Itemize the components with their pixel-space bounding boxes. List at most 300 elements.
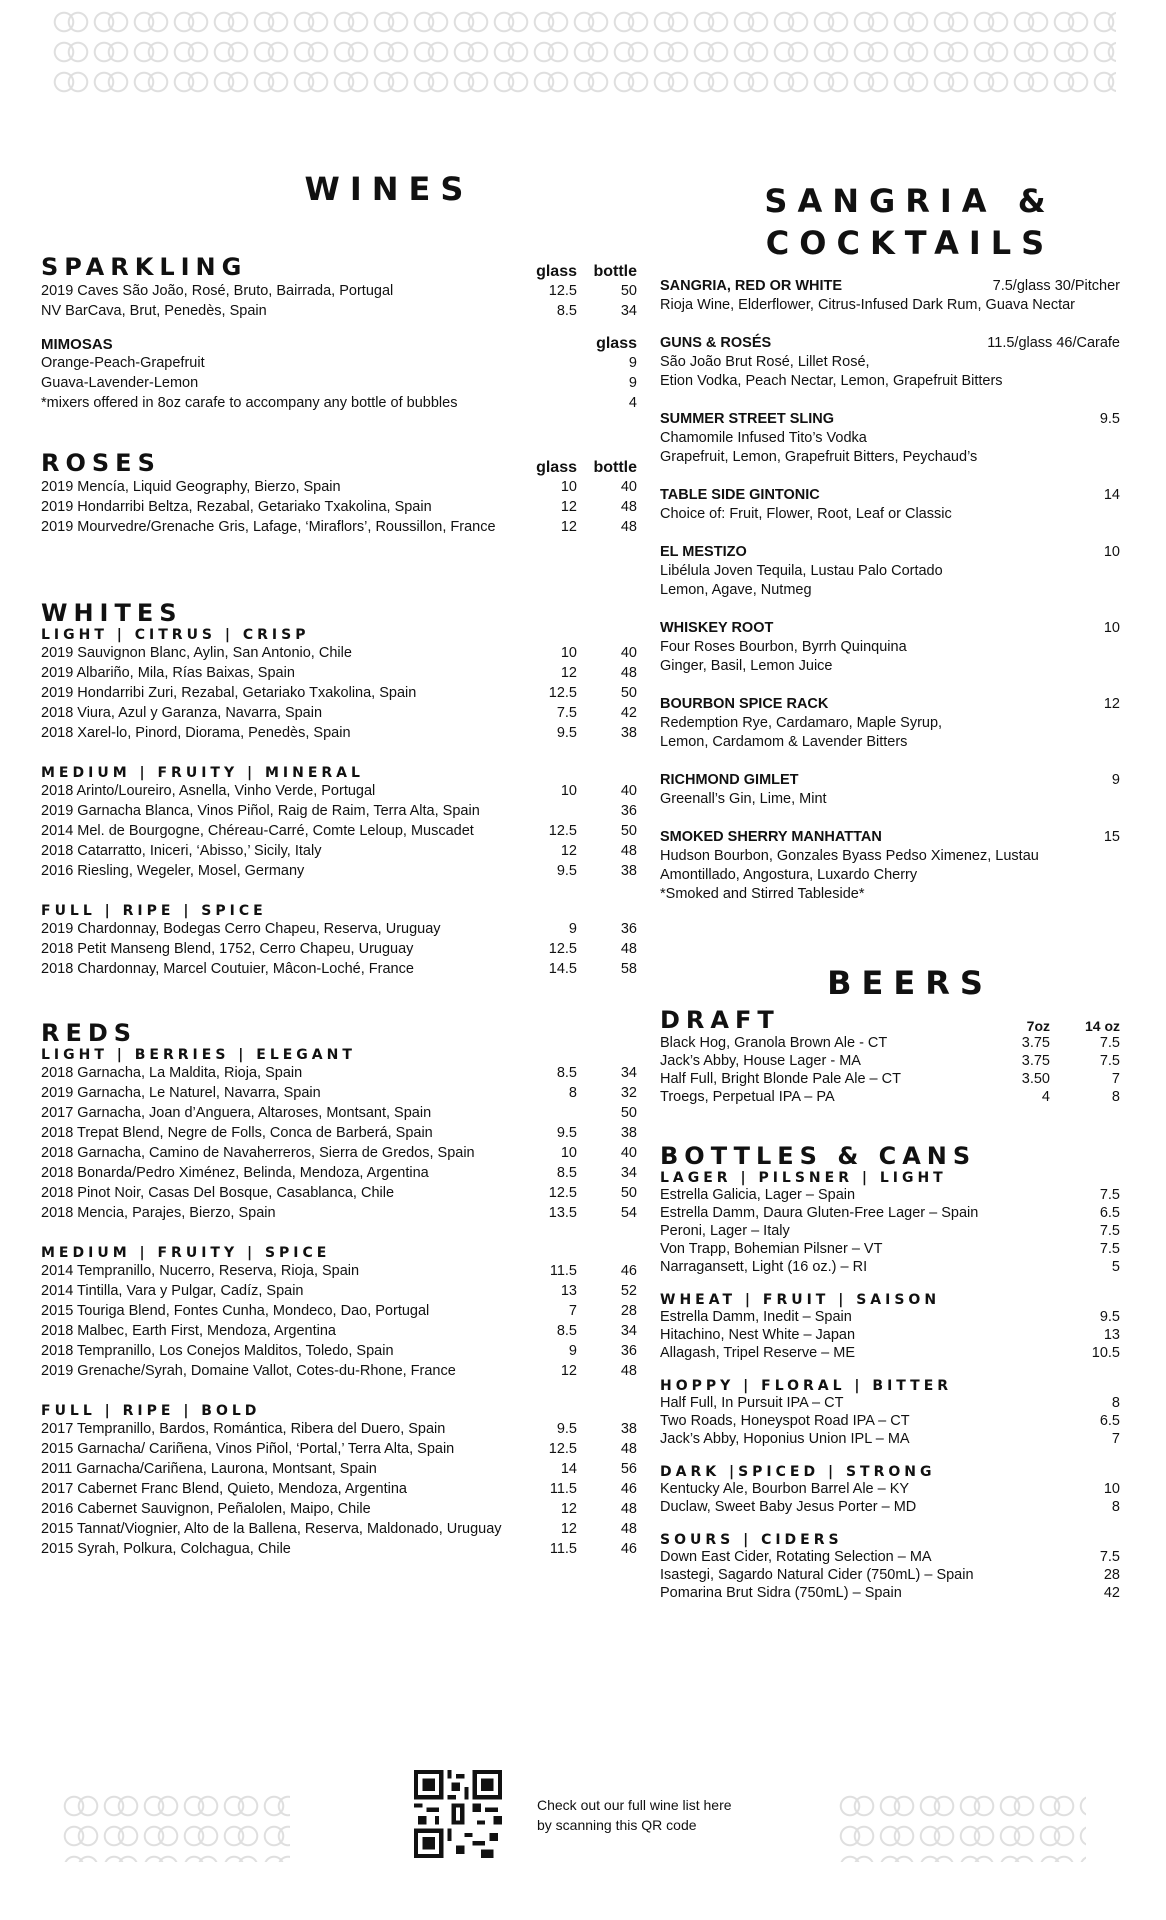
bottle-price: 36 bbox=[620, 1343, 637, 1359]
beer-name: Down East Cider, Rotating Selection – MA bbox=[660, 1549, 932, 1565]
glass-price: 12 bbox=[560, 1521, 577, 1537]
cocktail-ingredients: Chamomile Infused Tito’s Vodka bbox=[660, 430, 867, 446]
price-7oz: 4 bbox=[1041, 1089, 1050, 1105]
wine-name: NV BarCava, Brut, Penedès, Spain bbox=[41, 303, 267, 319]
wine-row bbox=[41, 1083, 637, 1103]
beer-price: 7.5 bbox=[1099, 1549, 1120, 1565]
cocktail-ingredients: Lemon, Cardamom & Lavender Bitters bbox=[660, 734, 908, 750]
glass-price: 10 bbox=[560, 783, 577, 799]
beer-price: 9.5 bbox=[1099, 1309, 1120, 1325]
beer-name: Pomarina Brut Sidra (750mL) – Spain bbox=[660, 1585, 902, 1601]
qr-caption-line-2: by scanning this QR code bbox=[537, 1817, 697, 1833]
wine-name: 2018 Garnacha, La Maldita, Rioja, Spain bbox=[41, 1065, 303, 1081]
bottle-price: 32 bbox=[620, 1085, 637, 1101]
wine-name: 2018 Trepat Blend, Negre de Folls, Conca de Barberá, Spain bbox=[41, 1125, 433, 1141]
bottle-row bbox=[660, 1430, 1120, 1448]
wine-name: 2017 Cabernet Franc Blend, Quieto, Mendoza, Argentina bbox=[41, 1481, 407, 1497]
beer-subsection-title: DARK |SPICED | STRONG bbox=[660, 1464, 936, 1480]
cocktail-price: 10 bbox=[1103, 620, 1120, 636]
cocktail-header bbox=[660, 542, 1120, 562]
wine-name: 2018 Chardonnay, Marcel Coutuier, Mâcon-Loché, France bbox=[41, 961, 414, 977]
cocktail-item bbox=[660, 485, 1120, 524]
price-14oz: 8 bbox=[1111, 1089, 1120, 1105]
bottle-price: 58 bbox=[620, 961, 637, 977]
bottles-title: BOTTLES & CANS bbox=[660, 1142, 977, 1170]
wine-name: 2015 Touriga Blend, Fontes Cunha, Mondeco, Dao, Portugal bbox=[41, 1303, 430, 1319]
wine-name: 2015 Tannat/Viognier, Alto de la Ballena, Reserva, Maldonado, Uruguay bbox=[41, 1521, 502, 1537]
beer-name: Estrella Galicia, Lager – Spain bbox=[660, 1187, 856, 1203]
bottle-price: 50 bbox=[620, 685, 637, 701]
beer-price: 13 bbox=[1103, 1327, 1120, 1343]
wine-row bbox=[41, 841, 637, 861]
bottle-price: 38 bbox=[620, 863, 637, 879]
cocktail-header bbox=[660, 694, 1120, 714]
cocktail-name: EL MESTIZO bbox=[660, 544, 747, 560]
bottle-price: 40 bbox=[620, 1145, 637, 1161]
glass-price: 10 bbox=[560, 645, 577, 661]
wine-name: 2014 Mel. de Bourgogne, Chéreau-Carré, Comte Leloup, Muscadet bbox=[41, 823, 474, 839]
cocktails-title-2: COCKTAILS bbox=[765, 224, 1055, 262]
reds-title: REDS bbox=[41, 1019, 138, 1047]
wine-row bbox=[41, 1341, 637, 1361]
cocktail-item bbox=[660, 409, 1120, 467]
glass-price: 10 bbox=[560, 1145, 577, 1161]
bottle-row bbox=[660, 1258, 1120, 1276]
bottles-header bbox=[660, 1142, 1120, 1170]
beer-price: 7.5 bbox=[1099, 1223, 1120, 1239]
glass-price: 12 bbox=[560, 843, 577, 859]
beer-name: Black Hog, Granola Brown Ale - CT bbox=[660, 1035, 888, 1051]
wine-row bbox=[41, 703, 637, 723]
glass-price: 13.5 bbox=[548, 1205, 577, 1221]
cocktail-price: 15 bbox=[1103, 829, 1120, 845]
glass-price: 8 bbox=[568, 1085, 577, 1101]
bottle-price: 46 bbox=[620, 1541, 637, 1557]
glass-price: 12.5 bbox=[548, 1441, 577, 1457]
wine-row bbox=[41, 1103, 637, 1123]
wine-row bbox=[41, 1203, 637, 1223]
wine-row bbox=[41, 1183, 637, 1203]
bottle-price: 36 bbox=[620, 921, 637, 937]
wine-row bbox=[41, 1123, 637, 1143]
wine-name: 2016 Cabernet Sauvignon, Peñalolen, Maipo, Chile bbox=[41, 1501, 371, 1517]
cocktail-header bbox=[660, 618, 1120, 638]
wine-name: 2019 Garnacha Blanca, Vinos Piñol, Raig de Raim, Terra Alta, Spain bbox=[41, 803, 480, 819]
sparkling-header bbox=[41, 253, 637, 281]
cocktail-ingredients: Four Roses Bourbon, Byrrh Quinquina bbox=[660, 639, 907, 655]
subsection-title: MEDIUM | FRUITY | SPICE bbox=[41, 1245, 331, 1261]
item-price: 9 bbox=[628, 355, 637, 371]
cocktail-ingredients: *Smoked and Stirred Tableside* bbox=[660, 886, 865, 902]
wine-name: 2019 Albariño, Mila, Rías Baixas, Spain bbox=[41, 665, 295, 681]
beer-name: Estrella Damm, Daura Gluten-Free Lager – Spain bbox=[660, 1205, 979, 1221]
bottle-price: 40 bbox=[620, 479, 637, 495]
beer-price: 7.5 bbox=[1099, 1241, 1120, 1257]
cocktail-ingredients: São João Brut Rosé, Lillet Rosé, bbox=[660, 354, 870, 370]
right-column bbox=[660, 170, 1120, 1602]
bottle-row bbox=[660, 1480, 1120, 1498]
wine-row bbox=[41, 1479, 637, 1499]
beer-name: Estrella Damm, Inedit – Spain bbox=[660, 1309, 852, 1325]
beers-title: BEERS bbox=[827, 964, 993, 1002]
beer-name: Isastegi, Sagardo Natural Cider (750mL) – Spain bbox=[660, 1567, 974, 1583]
beer-name: Two Roads, Honeyspot Road IPA – CT bbox=[660, 1413, 910, 1429]
sparkling-title: SPARKLING bbox=[41, 253, 248, 281]
beer-name: Half Full, Bright Blonde Pale Ale – CT bbox=[660, 1071, 901, 1087]
wine-name: 2011 Garnacha/Cariñena, Laurona, Montsant, Spain bbox=[41, 1461, 377, 1477]
mimosas-glass-header: glass bbox=[596, 335, 637, 352]
beer-price: 7.5 bbox=[1099, 1187, 1120, 1203]
price-7oz: 3.50 bbox=[1021, 1071, 1050, 1087]
bottle-price: 54 bbox=[620, 1205, 637, 1221]
beer-name: Half Full, In Pursuit IPA – CT bbox=[660, 1395, 844, 1411]
cocktail-header bbox=[660, 409, 1120, 429]
bottle-row bbox=[660, 1412, 1120, 1430]
wine-name: 2018 Tempranillo, Los Conejos Malditos, Toledo, Spain bbox=[41, 1343, 394, 1359]
beer-name: Peroni, Lager – Italy bbox=[660, 1223, 790, 1239]
glass-price: 11.5 bbox=[549, 1541, 577, 1557]
cocktail-item bbox=[660, 276, 1120, 315]
subsection-title: MEDIUM | FRUITY | MINERAL bbox=[41, 765, 364, 781]
wine-row bbox=[41, 281, 637, 301]
wine-name: 2014 Tintilla, Vara y Pulgar, Cadíz, Spain bbox=[41, 1283, 304, 1299]
beer-name: Narragansett, Light (16 oz.) – RI bbox=[660, 1259, 868, 1275]
glass-price: 12.5 bbox=[548, 941, 577, 957]
wine-row bbox=[41, 801, 637, 821]
cocktail-name: WHISKEY ROOT bbox=[660, 620, 774, 636]
bottle-price: 36 bbox=[620, 803, 637, 819]
wines-column bbox=[41, 170, 637, 1559]
wine-name: 2015 Garnacha/ Cariñena, Vinos Piñol, ‘Portal,’ Terra Alta, Spain bbox=[41, 1441, 455, 1457]
wine-row bbox=[41, 477, 637, 497]
glass-price: 14.5 bbox=[548, 961, 577, 977]
cocktail-item bbox=[660, 770, 1120, 809]
bottle-price: 50 bbox=[620, 283, 637, 299]
cocktail-price: 9.5 bbox=[1099, 411, 1120, 427]
price-row bbox=[41, 353, 637, 373]
cocktail-ingredients: Greenall’s Gin, Lime, Mint bbox=[660, 791, 827, 807]
glass-price: 9.5 bbox=[556, 725, 577, 741]
roses-bottle-header: bottle bbox=[593, 459, 637, 476]
bottle-price: 56 bbox=[620, 1461, 637, 1477]
price-row bbox=[41, 373, 637, 393]
glass-price: 8.5 bbox=[556, 1165, 577, 1181]
wine-row bbox=[41, 683, 637, 703]
cocktail-item bbox=[660, 618, 1120, 676]
wine-name: 2017 Garnacha, Joan d’Anguera, Altaroses, Montsant, Spain bbox=[41, 1105, 432, 1121]
glass-price: 12.5 bbox=[548, 1185, 577, 1201]
cocktail-item bbox=[660, 694, 1120, 752]
wine-name: 2019 Chardonnay, Bodegas Cerro Chapeu, Reserva, Uruguay bbox=[41, 921, 441, 937]
glass-price: 12.5 bbox=[548, 685, 577, 701]
whites-title: WHITES bbox=[41, 599, 183, 627]
glass-price: 7.5 bbox=[556, 705, 577, 721]
glass-price bbox=[527, 1103, 577, 1123]
draft-row bbox=[660, 1034, 1120, 1052]
wine-name: 2018 Arinto/Loureiro, Asnella, Vinho Verde, Portugal bbox=[41, 783, 376, 799]
bottle-price: 48 bbox=[620, 519, 637, 535]
wine-row bbox=[41, 723, 637, 743]
bottle-row bbox=[660, 1344, 1120, 1362]
bottle-row bbox=[660, 1222, 1120, 1240]
beer-name: Allagash, Tripel Reserve – ME bbox=[660, 1345, 856, 1361]
mimosas-title: MIMOSAS bbox=[41, 336, 113, 353]
draft-row bbox=[660, 1070, 1120, 1088]
wine-row bbox=[41, 1361, 637, 1381]
beer-subsection-title: LAGER | PILSNER | LIGHT bbox=[660, 1170, 947, 1186]
cocktail-price: 9 bbox=[1111, 772, 1120, 788]
wine-row bbox=[41, 919, 637, 939]
bottle-price: 48 bbox=[620, 941, 637, 957]
cocktail-price: 12 bbox=[1103, 696, 1120, 712]
beer-price: 10 bbox=[1103, 1481, 1120, 1497]
beer-price: 6.5 bbox=[1099, 1205, 1120, 1221]
glass-price: 12 bbox=[560, 1501, 577, 1517]
wine-row bbox=[41, 1261, 637, 1281]
bottom-right-knot-pattern bbox=[836, 1792, 1086, 1862]
wine-name: 2019 Hondarribi Zuri, Rezabal, Getariako Txakolina, Spain bbox=[41, 685, 417, 701]
wine-name: 2017 Tempranillo, Bardos, Romántica, Ribera del Duero, Spain bbox=[41, 1421, 446, 1437]
price-14oz: 7.5 bbox=[1099, 1035, 1120, 1051]
wine-name: 2018 Viura, Azul y Garanza, Navarra, Spain bbox=[41, 705, 323, 721]
bottle-price: 40 bbox=[620, 645, 637, 661]
glass-price: 9 bbox=[568, 1343, 577, 1359]
bottle-price: 38 bbox=[620, 1125, 637, 1141]
wine-row bbox=[41, 1321, 637, 1341]
wine-row bbox=[41, 1063, 637, 1083]
item-price: 9 bbox=[628, 375, 637, 391]
beer-price: 6.5 bbox=[1099, 1413, 1120, 1429]
wine-name: 2019 Caves São João, Rosé, Bruto, Bairrada, Portugal bbox=[41, 283, 394, 299]
glass-header: glass bbox=[536, 263, 577, 280]
bottle-row bbox=[660, 1186, 1120, 1204]
glass-price bbox=[527, 801, 577, 821]
cocktail-name: TABLE SIDE GINTONIC bbox=[660, 487, 820, 503]
bottle-price: 34 bbox=[620, 1065, 637, 1081]
wine-name: 2018 Pinot Noir, Casas Del Bosque, Casablanca, Chile bbox=[41, 1185, 395, 1201]
glass-price: 9.5 bbox=[556, 863, 577, 879]
bottle-row bbox=[660, 1548, 1120, 1566]
subsection-title: LIGHT | BERRIES | ELEGANT bbox=[41, 1047, 356, 1063]
glass-price: 12.5 bbox=[548, 823, 577, 839]
bottle-price: 34 bbox=[620, 303, 637, 319]
wine-row bbox=[41, 781, 637, 801]
glass-price: 12 bbox=[560, 665, 577, 681]
cocktail-header bbox=[660, 770, 1120, 790]
wine-name: 2018 Bonarda/Pedro Ximénez, Belinda, Mendoza, Argentina bbox=[41, 1165, 429, 1181]
wine-row bbox=[41, 821, 637, 841]
beer-price: 8 bbox=[1111, 1499, 1120, 1515]
bottle-price: 48 bbox=[620, 1363, 637, 1379]
cocktail-ingredients: Ginger, Basil, Lemon Juice bbox=[660, 658, 833, 674]
glass-price: 12 bbox=[560, 1363, 577, 1379]
reds-groups bbox=[41, 1047, 637, 1559]
cocktail-name: SUMMER STREET SLING bbox=[660, 411, 835, 427]
cocktail-ingredients: Redemption Rye, Cardamaro, Maple Syrup, bbox=[660, 715, 943, 731]
cocktail-ingredients: Libélula Joven Tequila, Lustau Palo Cortado bbox=[660, 563, 943, 579]
wine-row bbox=[41, 1301, 637, 1321]
qr-code-icon[interactable] bbox=[414, 1770, 502, 1858]
wine-name: 2018 Mencia, Parajes, Bierzo, Spain bbox=[41, 1205, 276, 1221]
wine-name: 2019 Garnacha, Le Naturel, Navarra, Spain bbox=[41, 1085, 321, 1101]
bottle-price: 48 bbox=[620, 1441, 637, 1457]
bottle-price: 34 bbox=[620, 1165, 637, 1181]
bottle-price: 48 bbox=[620, 499, 637, 515]
draft-14oz-header: 14 oz bbox=[1084, 1018, 1120, 1034]
beer-price: 42 bbox=[1103, 1585, 1120, 1601]
glass-price: 8.5 bbox=[556, 1065, 577, 1081]
beer-subsection-title: HOPPY | FLORAL | BITTER bbox=[660, 1378, 953, 1394]
mimosas-list bbox=[41, 353, 637, 413]
glass-price: 9.5 bbox=[556, 1421, 577, 1437]
bottle-header: bottle bbox=[593, 263, 637, 280]
draft-row bbox=[660, 1052, 1120, 1070]
wine-name: 2019 Hondarribi Beltza, Rezabal, Getariako Txakolina, Spain bbox=[41, 499, 432, 515]
wine-name: 2018 Garnacha, Camino de Navaherreros, Sierra de Gredos, Spain bbox=[41, 1145, 475, 1161]
cocktail-ingredients: Lemon, Agave, Nutmeg bbox=[660, 582, 812, 598]
wine-row bbox=[41, 1419, 637, 1439]
cocktail-ingredients: Etion Vodka, Peach Nectar, Lemon, Grapefruit Bitters bbox=[660, 373, 1003, 389]
wine-row bbox=[41, 959, 637, 979]
item-price: 4 bbox=[628, 395, 637, 411]
cocktail-header bbox=[660, 485, 1120, 505]
top-knot-pattern bbox=[50, 8, 1116, 100]
price-row bbox=[41, 393, 637, 413]
cocktail-ingredients: Rioja Wine, Elderflower, Citrus-Infused Dark Rum, Guava Nectar bbox=[660, 297, 1076, 313]
price-7oz: 3.75 bbox=[1021, 1053, 1050, 1069]
qr-caption bbox=[537, 1795, 732, 1835]
draft-header bbox=[660, 1006, 1120, 1034]
bottle-row bbox=[660, 1584, 1120, 1602]
cocktail-header bbox=[660, 827, 1120, 847]
wine-row bbox=[41, 517, 637, 537]
wine-name: 2016 Riesling, Wegeler, Mosel, Germany bbox=[41, 863, 305, 879]
wine-name: 2018 Catarratto, Iniceri, ‘Abisso,’ Sicily, Italy bbox=[41, 843, 322, 859]
wine-name: 2018 Malbec, Earth First, Mendoza, Argentina bbox=[41, 1323, 336, 1339]
draft-list bbox=[660, 1034, 1120, 1106]
bottle-price: 48 bbox=[620, 843, 637, 859]
beer-price: 28 bbox=[1103, 1567, 1120, 1583]
wine-row bbox=[41, 1499, 637, 1519]
glass-price: 12 bbox=[560, 499, 577, 515]
bottle-row bbox=[660, 1240, 1120, 1258]
whites-header bbox=[41, 599, 637, 627]
cocktail-price: 14 bbox=[1103, 487, 1120, 503]
cocktails-title-1: SANGRIA & bbox=[764, 182, 1056, 220]
price-14oz: 7.5 bbox=[1099, 1053, 1120, 1069]
bottle-price: 38 bbox=[620, 1421, 637, 1437]
wine-row bbox=[41, 939, 637, 959]
cocktail-header bbox=[660, 333, 1120, 353]
item-name: *mixers offered in 8oz carafe to accompany any bottle of bubbles bbox=[41, 395, 458, 411]
wine-row bbox=[41, 1163, 637, 1183]
beer-price: 8 bbox=[1111, 1395, 1120, 1411]
wine-name: 2018 Petit Manseng Blend, 1752, Cerro Chapeu, Uruguay bbox=[41, 941, 414, 957]
price-14oz: 7 bbox=[1111, 1071, 1120, 1087]
bottle-price: 40 bbox=[620, 783, 637, 799]
bottle-price: 48 bbox=[620, 1521, 637, 1537]
wine-name: 2015 Syrah, Polkura, Colchagua, Chile bbox=[41, 1541, 291, 1557]
roses-list bbox=[41, 477, 637, 537]
wine-row bbox=[41, 1143, 637, 1163]
wine-row bbox=[41, 301, 637, 321]
wine-name: 2019 Mourvedre/Grenache Gris, Lafage, ‘Miraflors’, Roussillon, France bbox=[41, 519, 496, 535]
cocktail-list bbox=[660, 276, 1120, 904]
wine-row bbox=[41, 1281, 637, 1301]
wine-row bbox=[41, 663, 637, 683]
glass-price: 14 bbox=[560, 1461, 577, 1477]
cocktail-header bbox=[660, 276, 1120, 296]
glass-price: 12.5 bbox=[548, 283, 577, 299]
cocktail-ingredients: Hudson Bourbon, Gonzales Byass Pedso Ximenez, Lustau bbox=[660, 848, 1039, 864]
glass-price: 13 bbox=[560, 1283, 577, 1299]
glass-price: 9 bbox=[568, 921, 577, 937]
wine-name: 2019 Sauvignon Blanc, Aylin, San Antonio, Chile bbox=[41, 645, 352, 661]
reds-header bbox=[41, 1019, 637, 1047]
beer-name: Hitachino, Nest White – Japan bbox=[660, 1327, 856, 1343]
cocktail-item bbox=[660, 827, 1120, 904]
cocktail-item bbox=[660, 542, 1120, 600]
glass-price: 12 bbox=[560, 519, 577, 535]
wine-row bbox=[41, 497, 637, 517]
bottle-price: 50 bbox=[620, 823, 637, 839]
glass-price: 8.5 bbox=[556, 1323, 577, 1339]
bottle-price: 42 bbox=[620, 705, 637, 721]
bottle-price: 28 bbox=[620, 1303, 637, 1319]
wine-row bbox=[41, 643, 637, 663]
cocktail-price: 11.5/glass 46/Carafe bbox=[987, 335, 1120, 351]
roses-header bbox=[41, 449, 637, 477]
bottle-row bbox=[660, 1204, 1120, 1222]
glass-price: 11.5 bbox=[549, 1481, 577, 1497]
bottle-price: 50 bbox=[620, 1105, 637, 1121]
bottle-price: 46 bbox=[620, 1481, 637, 1497]
cocktail-item bbox=[660, 333, 1120, 391]
cocktail-name: SMOKED SHERRY MANHATTAN bbox=[660, 829, 882, 845]
whites-groups bbox=[41, 627, 637, 979]
cocktail-ingredients: Choice of: Fruit, Flower, Root, Leaf or Classic bbox=[660, 506, 952, 522]
beer-price: 10.5 bbox=[1091, 1345, 1120, 1361]
wine-name: 2014 Tempranillo, Nucerro, Reserva, Rioja, Spain bbox=[41, 1263, 360, 1279]
item-name: Guava-Lavender-Lemon bbox=[41, 375, 199, 391]
sparkling-list bbox=[41, 281, 637, 321]
wine-row bbox=[41, 1439, 637, 1459]
beer-name: Jack’s Abby, Hoponius Union IPL – MA bbox=[660, 1431, 910, 1447]
draft-title: DRAFT bbox=[660, 1006, 780, 1034]
wine-name: 2018 Xarel-lo, Pinord, Diorama, Penedès, Spain bbox=[41, 725, 351, 741]
beer-name: Kentucky Ale, Bourbon Barrel Ale – KY bbox=[660, 1481, 910, 1497]
cocktail-name: BOURBON SPICE RACK bbox=[660, 696, 829, 712]
item-name: Orange-Peach-Grapefruit bbox=[41, 355, 205, 371]
bottle-price: 34 bbox=[620, 1323, 637, 1339]
price-7oz: 3.75 bbox=[1021, 1035, 1050, 1051]
glass-price: 9.5 bbox=[556, 1125, 577, 1141]
bottle-row bbox=[660, 1566, 1120, 1584]
beer-subsection-title: SOURS | CIDERS bbox=[660, 1532, 843, 1548]
bottle-price: 38 bbox=[620, 725, 637, 741]
cocktail-ingredients: Grapefruit, Lemon, Grapefruit Bitters, Peychaud’s bbox=[660, 449, 978, 465]
roses-title: ROSES bbox=[41, 449, 161, 477]
wine-row bbox=[41, 1539, 637, 1559]
cocktail-price: 7.5/glass 30/Pitcher bbox=[992, 278, 1120, 294]
glass-price: 8.5 bbox=[556, 303, 577, 319]
glass-price: 7 bbox=[568, 1303, 577, 1319]
beer-price: 5 bbox=[1111, 1259, 1120, 1275]
cocktail-ingredients: Amontillado, Angostura, Luxardo Cherry bbox=[660, 867, 918, 883]
bottle-price: 48 bbox=[620, 665, 637, 681]
bottle-groups bbox=[660, 1170, 1120, 1602]
beer-subsection-title: WHEAT | FRUIT | SAISON bbox=[660, 1292, 941, 1308]
